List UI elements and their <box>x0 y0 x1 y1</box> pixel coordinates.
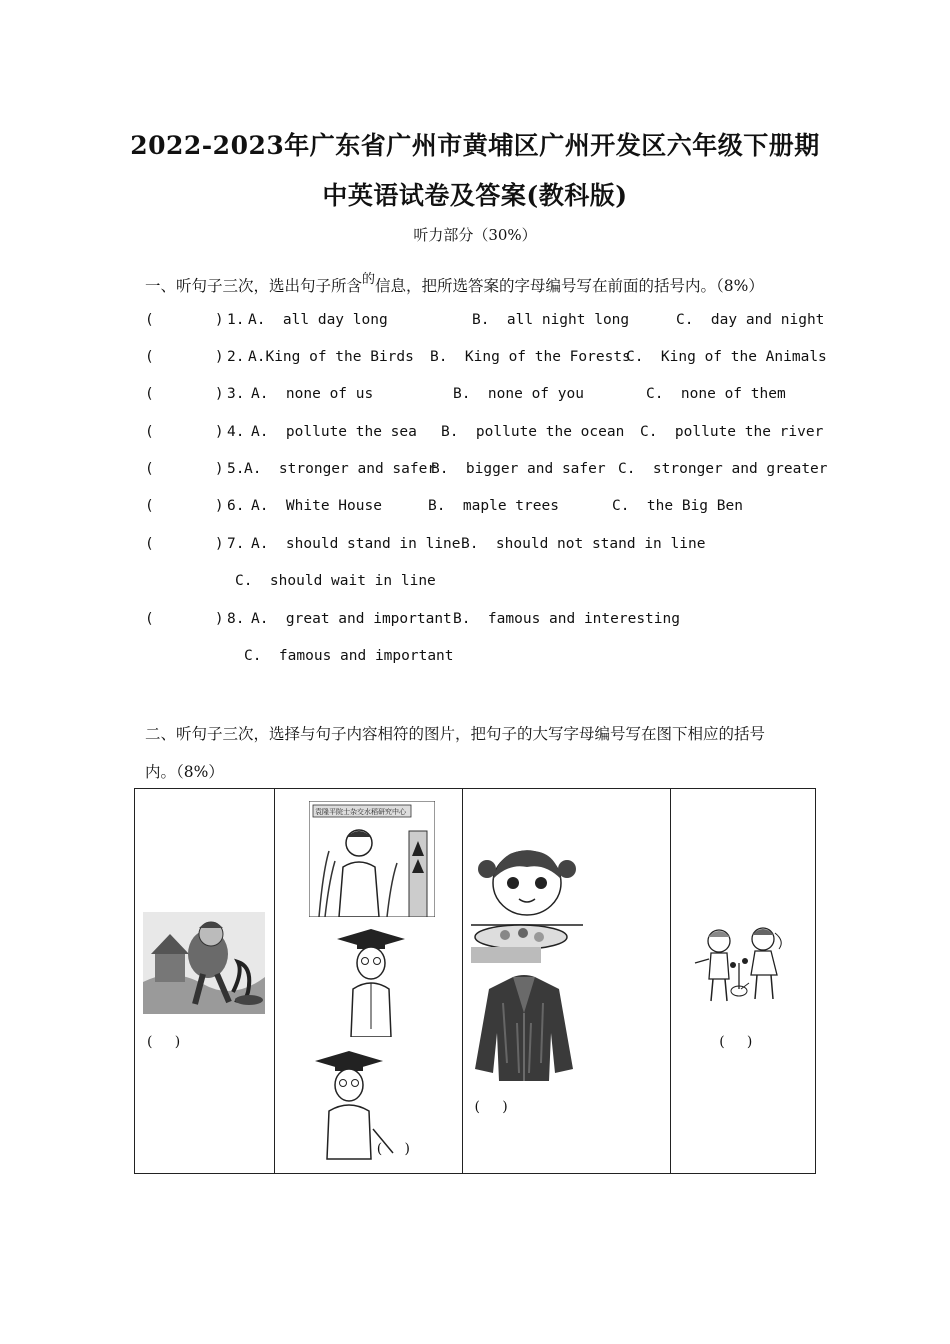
option-c: C. the Big Ben <box>612 498 743 514</box>
option-c: C. pollute the river <box>640 424 824 440</box>
option-b: B. maple trees <box>428 498 559 514</box>
option-a: A. all day long <box>248 312 388 328</box>
option-c: C. stronger and greater <box>618 461 828 477</box>
option-c: C. should wait in line <box>235 573 436 589</box>
question-number: 8. <box>227 611 245 627</box>
option-a: A.King of the Birds <box>248 349 414 365</box>
option-a: A. none of us <box>251 386 374 402</box>
option-c: C. none of them <box>646 386 786 402</box>
answer-paren[interactable]: ( ) <box>145 386 224 402</box>
answer-paren[interactable]: ( ) <box>145 461 224 477</box>
answer-paren[interactable]: ( ) <box>145 611 224 627</box>
question-number: 6. <box>227 498 245 514</box>
option-b: B. all night long <box>472 312 630 328</box>
rice-scientist-poster-picture <box>309 801 435 917</box>
option-b: B. King of the Forests <box>430 349 631 365</box>
picture-cell-1 <box>135 789 275 1174</box>
question-number: 5. <box>227 461 245 477</box>
option-b: B. bigger and safer <box>431 461 606 477</box>
option-a: A. great and important <box>251 611 452 627</box>
girl-eating-picture <box>471 845 583 963</box>
option-b: B. should not stand in line <box>461 536 706 552</box>
option-c: C. famous and important <box>244 648 454 664</box>
option-a: A. pollute the sea <box>251 424 417 440</box>
question-number: 2. <box>227 349 245 365</box>
option-b: B. none of you <box>453 386 584 402</box>
question-number: 4. <box>227 424 245 440</box>
picture-cell-3 <box>462 789 671 1174</box>
answer-paren[interactable]: ( ) <box>145 349 224 365</box>
section-1-heading: 一、听句子三次，选出句子所含$^的$信息，把所选答案的字母编号写在前面的括号内。（8%） <box>145 272 764 296</box>
option-b: B. famous and interesting <box>453 611 680 627</box>
answer-paren[interactable]: ( ) <box>145 498 224 514</box>
answer-paren[interactable]: ( ) <box>145 312 224 328</box>
fur-coat-picture <box>473 973 575 1085</box>
listening-section-label: 听力部分（30%） <box>413 226 537 244</box>
question-number: 7. <box>227 536 245 552</box>
picture-cell-4 <box>671 789 816 1174</box>
option-b: B. pollute the ocean <box>441 424 625 440</box>
question-number: 1. <box>227 312 245 328</box>
answer-blank-2[interactable]: ( ) <box>376 1141 410 1157</box>
option-a: A. stronger and safer <box>244 461 437 477</box>
option-c: C. King of the Animals <box>626 349 827 365</box>
option-a: A. White House <box>251 498 382 514</box>
answer-blank-1[interactable]: ( ) <box>147 1034 181 1050</box>
graduate-scholar-picture-1 <box>331 929 409 1037</box>
old-man-with-snake-picture <box>143 912 265 1014</box>
answer-blank-3[interactable]: ( ) <box>474 1099 508 1115</box>
answer-blank-4[interactable]: ( ) <box>719 1034 753 1050</box>
answer-paren[interactable]: ( ) <box>145 424 224 440</box>
section-2-heading-line-1: 二、听句子三次，选择与句子内容相符的图片，把句子的大写字母编号写在图下相应的括号 <box>145 725 766 743</box>
picture-table <box>134 788 816 1174</box>
poster-caption: 袁隆平院士杂交水稻研究中心 <box>314 808 406 816</box>
picture-cell-2 <box>274 789 462 1174</box>
document-title-line-1: 2022-2023年广东省广州市黄埔区广州开发区六年级下册期 <box>130 131 820 160</box>
answer-paren[interactable]: ( ) <box>145 536 224 552</box>
document-title-line-2: 中英语试卷及答案(教科版) <box>322 181 628 210</box>
question-number: 3. <box>227 386 245 402</box>
option-a: A. should stand in line <box>251 536 461 552</box>
children-planting-tree-picture <box>693 923 789 1005</box>
option-c: C. day and night <box>676 312 825 328</box>
section-2-heading-line-2: 内。（8%） <box>145 763 224 781</box>
